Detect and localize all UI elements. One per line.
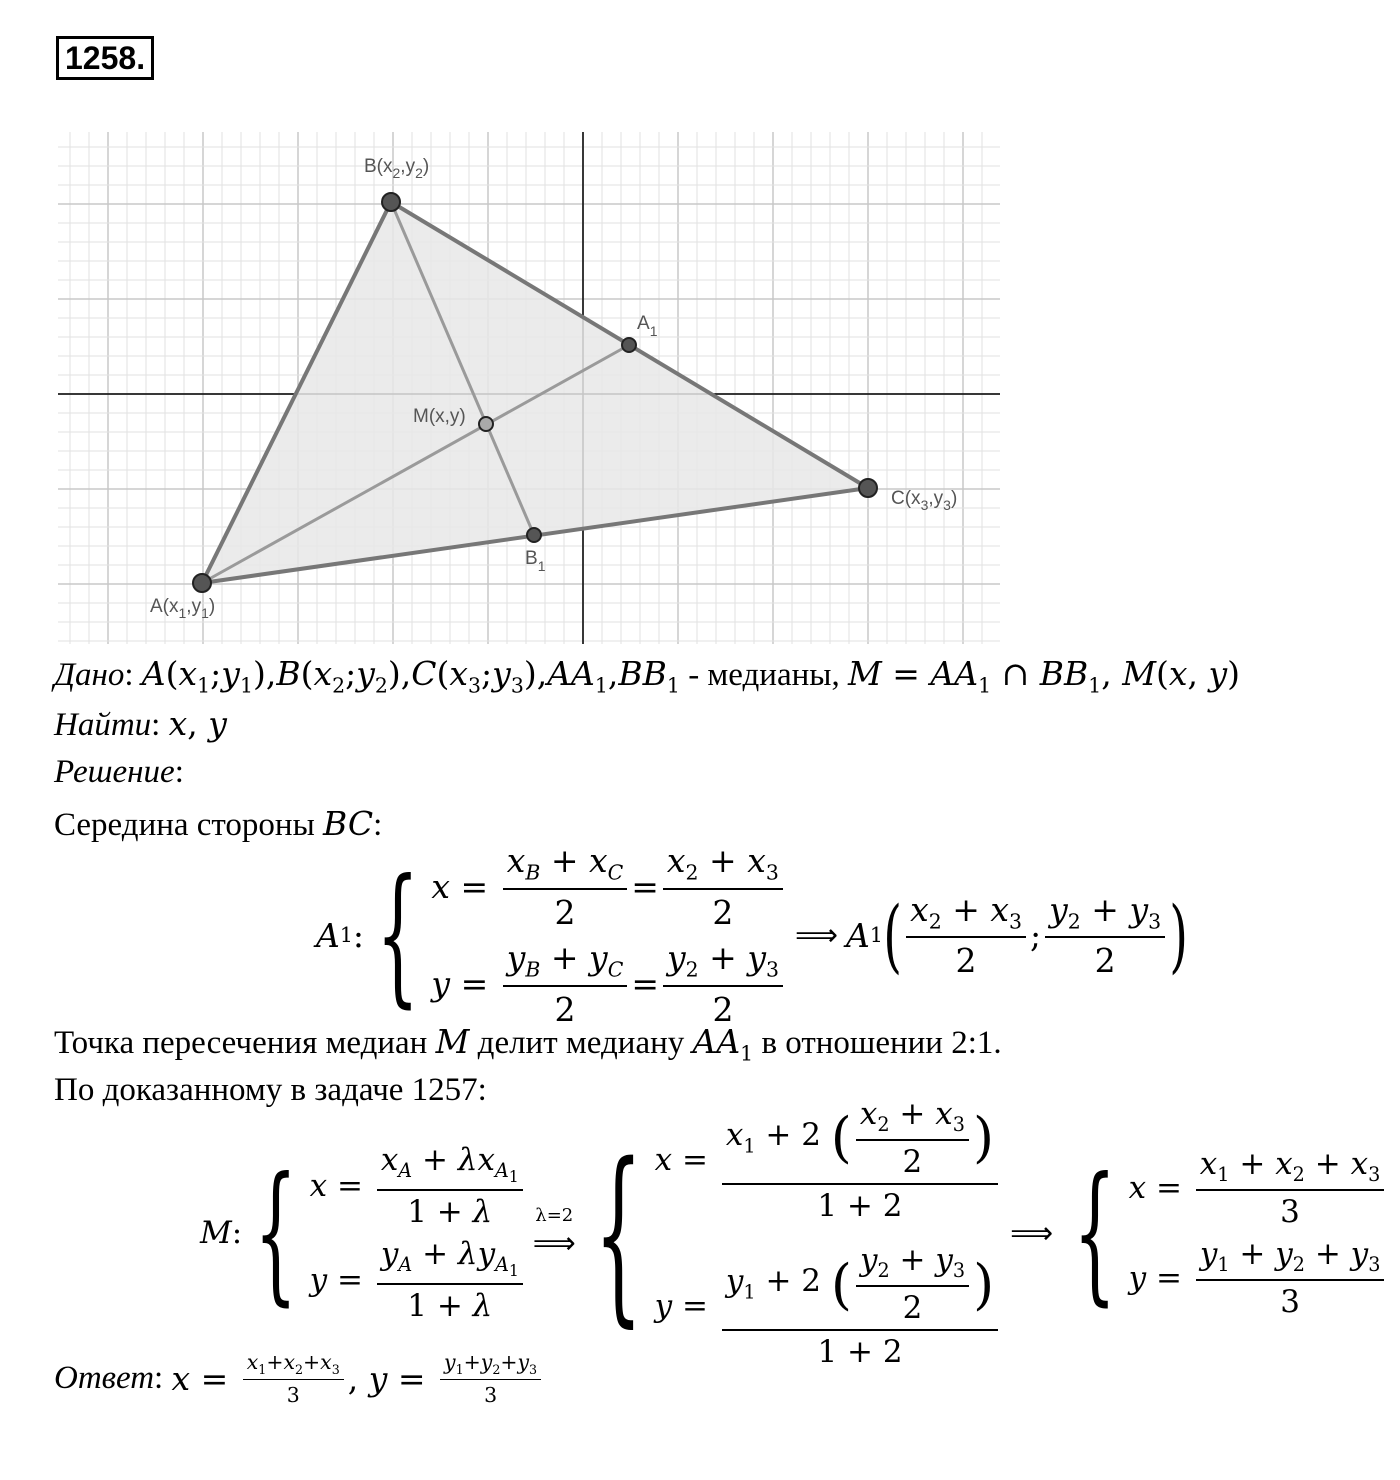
label-A1: $A_1$ bbox=[637, 313, 658, 339]
point-B bbox=[382, 193, 400, 211]
point-A1 bbox=[622, 338, 636, 352]
reference-line: По доказанному в задаче 1257: bbox=[54, 1072, 487, 1108]
midpoint-line: Середина стороны BC: bbox=[54, 804, 383, 843]
problem-number: 1258. bbox=[56, 36, 154, 80]
point-A bbox=[193, 574, 211, 592]
point-B1 bbox=[527, 528, 541, 542]
solution-label: Решение: bbox=[54, 754, 184, 790]
answer-line: Ответ : x = $\frac{x_1+x_2+x_3}{3}$ , y = $\frac{y_1+y_2+y_3}{3}$ bbox=[54, 1350, 545, 1407]
point-C bbox=[859, 479, 877, 497]
label-C: $C(x_3,y_3)$ bbox=[891, 488, 958, 513]
M-system: M : { x = $\frac{x_A + \lambda x_{A_1}}{1 + \lambda}$ y = $\frac{y_A + \lambda y_{A_1}}{1 + \lambda}$ λ=2 ⟹ { x = $x_1 + 2$ ( $\frac{x_2 + x_3}{2}$ ) 1 + 2 y = $y_1 + 2$ ( $\frac{y_2 + y_3}{2}$ ) 1 + 2 ⟹ { x = $\frac{x_1 + x_2 + x_3}{3}$ y = $\frac{y_1 + y_2 + y_3}{3}$ bbox=[200, 1128, 1388, 1338]
given-line: Дано: $A(x_1;y_1),B(x_2;y_2),C(x_3;y_3),AA_1,BB_1$ - медианы, $M = AA_1$ ∩ $BB_1$, M(x, y) bbox=[54, 654, 1241, 698]
intersection-line: Точка пересечения медиан M делит медиану $AA_1$ в отношении 2:1. bbox=[54, 1022, 1002, 1066]
label-A: $A(x_1,y_1)$ bbox=[150, 596, 216, 621]
triangle-figure bbox=[0, 0, 1400, 660]
A1-system: A 1 : { x = $\frac{x_B + x_C}{2}$ = $\frac{x_2 + x_3}{2}$ y = $\frac{y_B + y_C}{2}$ = $\frac{y_2 + y_3}{2}$ ⟹ A 1 ( $\frac{x_2 + x_3}{2}$ ; $\frac{y_2 + y_3}{2}$ ) bbox=[316, 841, 1189, 1029]
label-B: $B(x_2,y_2)$ bbox=[364, 156, 430, 181]
label-B1: $B_1$ bbox=[525, 548, 546, 574]
find-line: Найти: x, y bbox=[54, 704, 227, 743]
point-M bbox=[479, 417, 493, 431]
label-M: M(x,y) bbox=[413, 406, 466, 427]
